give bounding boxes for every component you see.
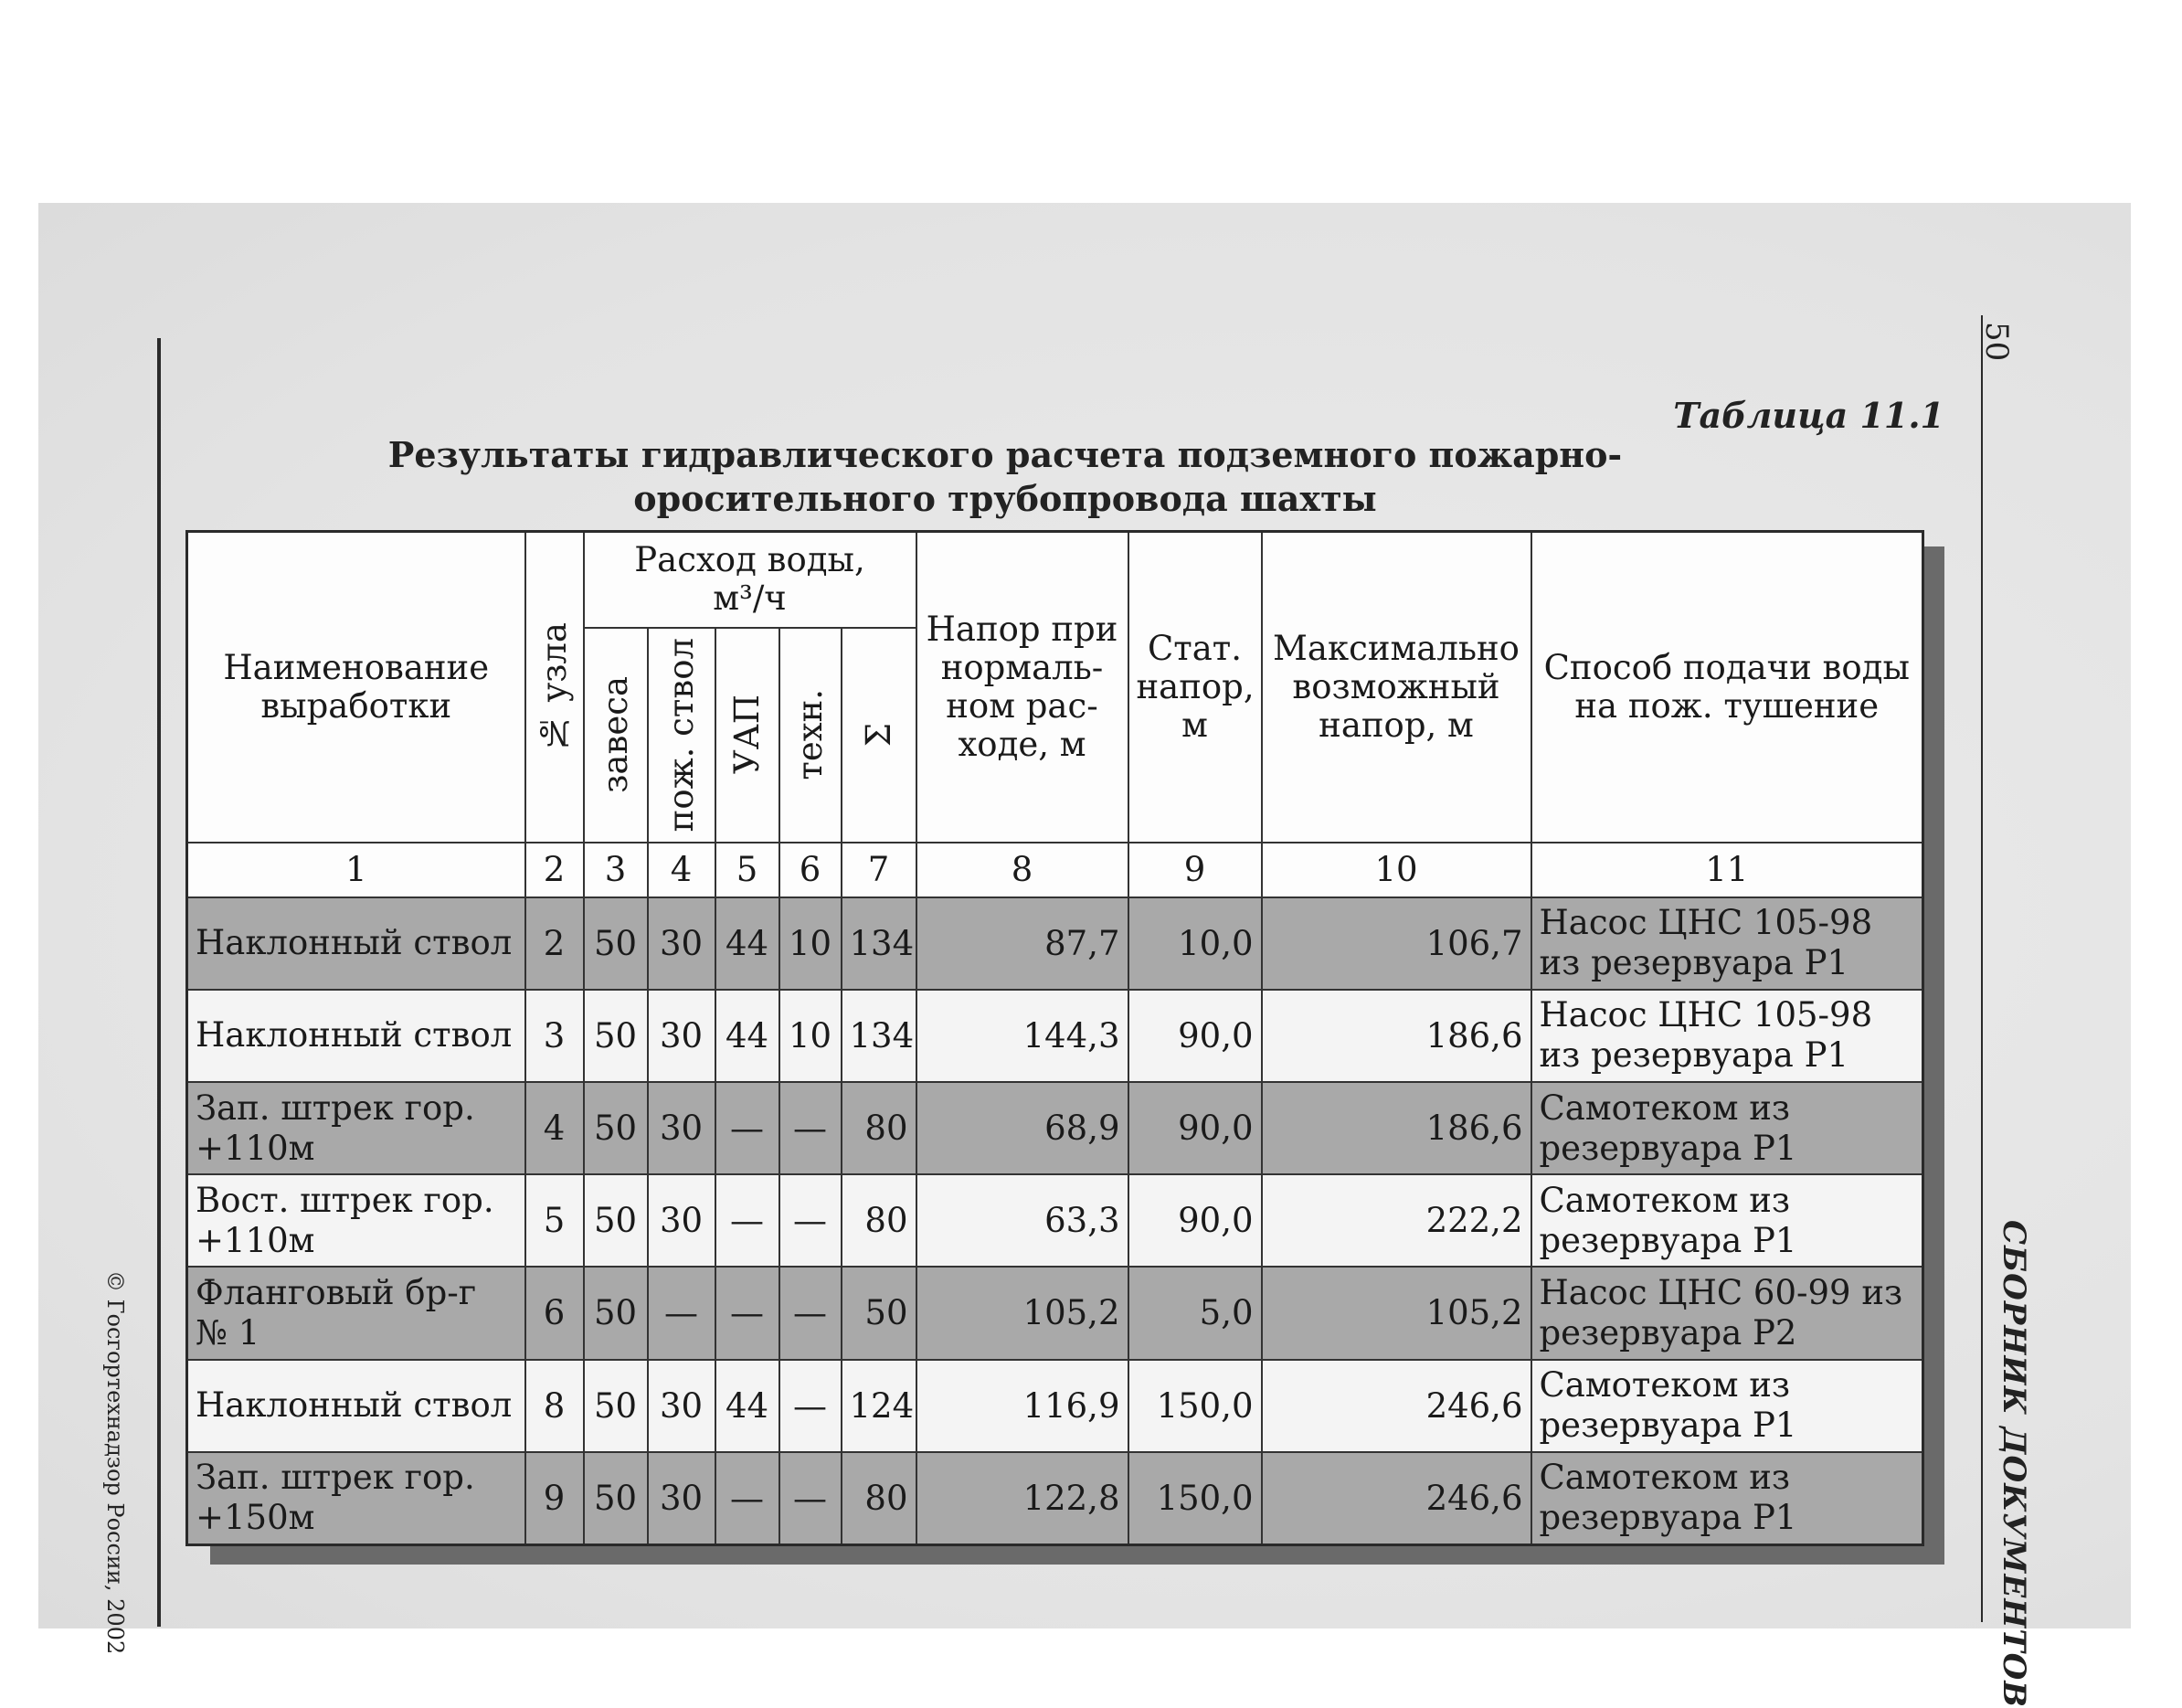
cell-supply-method: Самотеком из резервуара Р1 <box>1531 1360 1923 1452</box>
header-uap-text: УАП <box>726 695 767 775</box>
cell-pressure-normal: 68,9 <box>916 1082 1128 1174</box>
cell-supply-method: Самотеком из резервуара Р1 <box>1531 1174 1923 1267</box>
cell-name: Наклонный ствол <box>187 990 525 1082</box>
cell-max-pressure: 246,6 <box>1262 1360 1531 1452</box>
cell-tech: — <box>779 1267 842 1359</box>
header-pressure-normal: Напор при нормаль- ном рас- ходе, м <box>916 532 1128 843</box>
copyright-text: © Госгортехнадзор России, 2002 <box>102 1270 128 1655</box>
cell-barrel: — <box>648 1267 715 1359</box>
cell-curtain: 50 <box>584 897 648 990</box>
table-title <box>274 433 1736 521</box>
header-supply-method: Способ подачи воды на пож. тушение <box>1531 532 1923 843</box>
header-flow-label: Расход воды, <box>634 540 865 580</box>
cell-name: Зап. штрек гор. +110м <box>187 1082 525 1174</box>
cell-uap: 44 <box>715 1360 779 1452</box>
cell-name: Наклонный ствол <box>187 897 525 990</box>
cell-pressure-normal: 63,3 <box>916 1174 1128 1267</box>
page-number-text: 50 <box>1978 322 2015 362</box>
cell-pressure-normal: 144,3 <box>916 990 1128 1082</box>
cell-barrel: 30 <box>648 897 715 990</box>
cell-tech: — <box>779 1174 842 1267</box>
column-number: 5 <box>715 843 779 897</box>
header-sum-text: Σ <box>858 722 898 748</box>
table-row <box>187 1174 1923 1267</box>
cell-pressure-normal: 105,2 <box>916 1267 1128 1359</box>
cell-max-pressure: 246,6 <box>1262 1452 1531 1545</box>
table-row <box>187 1082 1923 1174</box>
cell-static-pressure: 90,0 <box>1128 990 1262 1082</box>
cell-sum: 80 <box>842 1452 916 1545</box>
table-row <box>187 1452 1923 1545</box>
cell-node: 5 <box>525 1174 584 1267</box>
cell-max-pressure: 186,6 <box>1262 990 1531 1082</box>
column-number: 4 <box>648 843 715 897</box>
header-flow-group <box>584 532 916 628</box>
cell-barrel: 30 <box>648 1174 715 1267</box>
cell-uap: 44 <box>715 897 779 990</box>
cell-max-pressure: 186,6 <box>1262 1082 1531 1174</box>
column-number: 3 <box>584 843 648 897</box>
column-number: 6 <box>779 843 842 897</box>
cell-max-pressure: 106,7 <box>1262 897 1531 990</box>
header-uap <box>715 628 779 843</box>
cell-pressure-normal: 87,7 <box>916 897 1128 990</box>
cell-uap: 44 <box>715 990 779 1082</box>
header-tech-text: техн. <box>789 689 830 780</box>
cell-barrel: 30 <box>648 990 715 1082</box>
cell-sum: 134 <box>842 897 916 990</box>
cell-curtain: 50 <box>584 1452 648 1545</box>
cell-max-pressure: 222,2 <box>1262 1174 1531 1267</box>
column-number: 9 <box>1128 843 1262 897</box>
cell-sum: 124 <box>842 1360 916 1452</box>
column-number: 11 <box>1531 843 1923 897</box>
cell-node: 4 <box>525 1082 584 1174</box>
header-fire-barrel <box>648 628 715 843</box>
cell-static-pressure: 90,0 <box>1128 1174 1262 1267</box>
cell-node: 2 <box>525 897 584 990</box>
cell-tech: 10 <box>779 990 842 1082</box>
column-number: 2 <box>525 843 584 897</box>
header-static-pressure: Стат. напор, м <box>1128 532 1262 843</box>
results-table <box>185 530 1924 1546</box>
cell-supply-method: Насос ЦНС 105-98 из резервуара Р1 <box>1531 990 1923 1082</box>
cell-supply-method: Самотеком из резервуара Р1 <box>1531 1452 1923 1545</box>
column-number: 8 <box>916 843 1128 897</box>
right-margin-rule <box>1981 315 1983 1622</box>
cell-tech: — <box>779 1082 842 1174</box>
cell-curtain: 50 <box>584 990 648 1082</box>
cell-curtain: 50 <box>584 1267 648 1359</box>
header-flow-unit: м³/ч <box>713 578 787 619</box>
cell-node: 6 <box>525 1267 584 1359</box>
cell-name: Зап. штрек гор. +150м <box>187 1452 525 1545</box>
table-row <box>187 1360 1923 1452</box>
cell-sum: 50 <box>842 1267 916 1359</box>
cell-node: 9 <box>525 1452 584 1545</box>
cell-tech: — <box>779 1360 842 1452</box>
cell-node: 3 <box>525 990 584 1082</box>
cell-supply-method: Насос ЦНС 105-98 из резервуара Р1 <box>1531 897 1923 990</box>
header-curtain <box>584 628 648 843</box>
table-row <box>187 1267 1923 1359</box>
cell-static-pressure: 5,0 <box>1128 1267 1262 1359</box>
cell-uap: — <box>715 1452 779 1545</box>
cell-static-pressure: 90,0 <box>1128 1082 1262 1174</box>
cell-name: Наклонный ствол <box>187 1360 525 1452</box>
cell-uap: — <box>715 1267 779 1359</box>
header-sum <box>842 628 916 843</box>
header-node <box>525 532 584 843</box>
column-number: 7 <box>842 843 916 897</box>
cell-sum: 80 <box>842 1082 916 1174</box>
cell-max-pressure: 105,2 <box>1262 1267 1531 1359</box>
cell-uap: — <box>715 1082 779 1174</box>
header-max-pressure: Максимально возможный напор, м <box>1262 532 1531 843</box>
cell-supply-method: Самотеком из резервуара Р1 <box>1531 1082 1923 1174</box>
header-row-1 <box>187 532 1923 628</box>
cell-barrel: 30 <box>648 1082 715 1174</box>
header-curtain-text: завеса <box>595 676 635 793</box>
cell-sum: 134 <box>842 990 916 1082</box>
table-title-line-2: оросительного трубопровода шахты <box>633 478 1377 519</box>
cell-sum: 80 <box>842 1174 916 1267</box>
table-title-line-1: Результаты гидравлического расчета подземного пожарно- <box>387 434 1623 475</box>
cell-static-pressure: 150,0 <box>1128 1360 1262 1452</box>
cell-static-pressure: 150,0 <box>1128 1452 1262 1545</box>
cell-curtain: 50 <box>584 1360 648 1452</box>
cell-tech: 10 <box>779 897 842 990</box>
header-tech <box>779 628 842 843</box>
table-label: Таблица 11.1 <box>1673 395 1944 436</box>
column-number: 10 <box>1262 843 1531 897</box>
cell-name: Фланговый бр-г № 1 <box>187 1267 525 1359</box>
cell-static-pressure: 10,0 <box>1128 897 1262 990</box>
cell-uap: — <box>715 1174 779 1267</box>
cell-curtain: 50 <box>584 1174 648 1267</box>
cell-name: Вост. штрек гор. +110м <box>187 1174 525 1267</box>
header-name: Наименование выработки <box>187 532 525 843</box>
collection-title-text: СБОРНИК ДОКУМЕНТОВ <box>1996 1220 2032 1708</box>
cell-supply-method: Насос ЦНС 60-99 из резервуара Р2 <box>1531 1267 1923 1359</box>
cell-pressure-normal: 122,8 <box>916 1452 1128 1545</box>
column-number-row <box>187 843 1923 897</box>
cell-node: 8 <box>525 1360 584 1452</box>
left-margin-rule <box>157 338 161 1627</box>
header-node-text: № узла <box>534 621 574 752</box>
header-fire-barrel-text: пож. ствол <box>661 637 701 833</box>
column-number: 1 <box>187 843 525 897</box>
cell-pressure-normal: 116,9 <box>916 1360 1128 1452</box>
cell-barrel: 30 <box>648 1452 715 1545</box>
cell-tech: — <box>779 1452 842 1545</box>
table-row <box>187 897 1923 990</box>
table-row <box>187 990 1923 1082</box>
cell-barrel: 30 <box>648 1360 715 1452</box>
cell-curtain: 50 <box>584 1082 648 1174</box>
